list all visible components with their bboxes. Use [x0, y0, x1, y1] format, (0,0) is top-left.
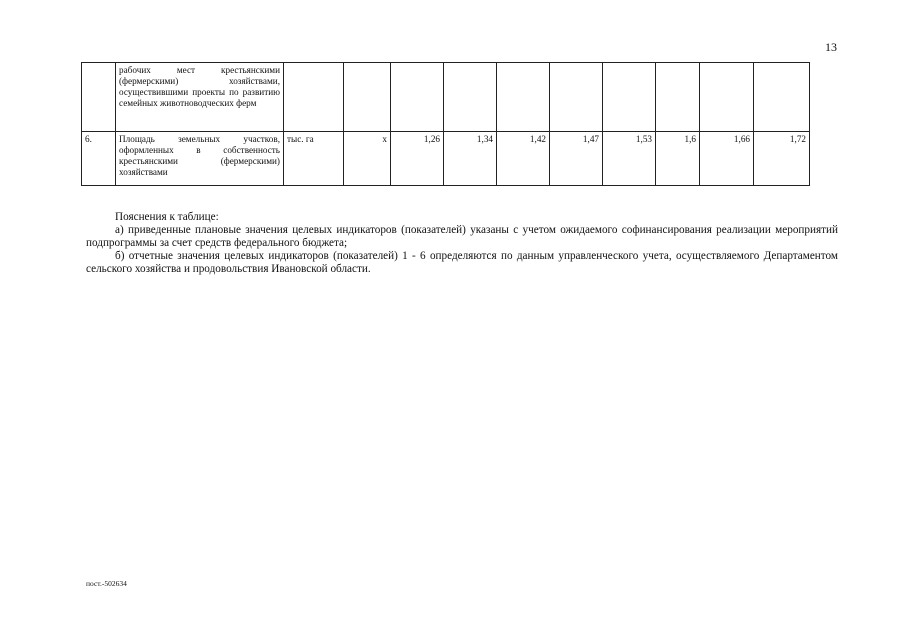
value-cell: 1,72 [754, 132, 810, 186]
value-cell: х [344, 132, 391, 186]
value-cell [656, 63, 700, 132]
value-cell: 1,34 [444, 132, 497, 186]
value-cell: 1,66 [700, 132, 754, 186]
value-cell [550, 63, 603, 132]
value-cell: 1,47 [550, 132, 603, 186]
document-code: пост.-502634 [86, 579, 127, 588]
value-cell [754, 63, 810, 132]
table-notes [86, 211, 838, 276]
unit-cell: тыс. га [284, 132, 344, 186]
unit-cell [284, 63, 344, 132]
value-cell: 1,53 [603, 132, 656, 186]
indicator-name-cell: рабочих мест крестьянскими (фермерскими) хозяйствами, осуществившими проекты по развитию семейных животноводческих ферм [116, 63, 284, 132]
value-cell [444, 63, 497, 132]
row-number-cell: 6. [82, 132, 116, 186]
note-item-b: б) отчетные значения целевых индикаторов (показателей) 1 - 6 определяются по данным управленческого учета, осуществляемого Департаментом сельского хозяйства и продовольствия Ивановской области. [86, 250, 838, 275]
value-cell [603, 63, 656, 132]
note-item-a: а) приведенные плановые значения целевых индикаторов (показателей) указаны с учетом ожидаемого софинансирования реализации мероприятий подпрограммы за счет средств федерального бюджета; [86, 224, 838, 249]
indicator-name-cell: Площадь земельных участков, оформленных в собственность крестьянскими (фермерскими) хозяйствами [116, 132, 284, 186]
notes-title: Пояснения к таблице: [115, 211, 219, 223]
page-number: 13 [825, 40, 837, 54]
value-cell: 1,6 [656, 132, 700, 186]
value-cell: 1,42 [497, 132, 550, 186]
value-cell [344, 63, 391, 132]
table-row [82, 132, 810, 186]
indicators-table [81, 62, 810, 186]
value-cell [391, 63, 444, 132]
table-row [82, 63, 810, 132]
value-cell [700, 63, 754, 132]
value-cell: 1,26 [391, 132, 444, 186]
value-cell [497, 63, 550, 132]
row-number-cell [82, 63, 116, 132]
